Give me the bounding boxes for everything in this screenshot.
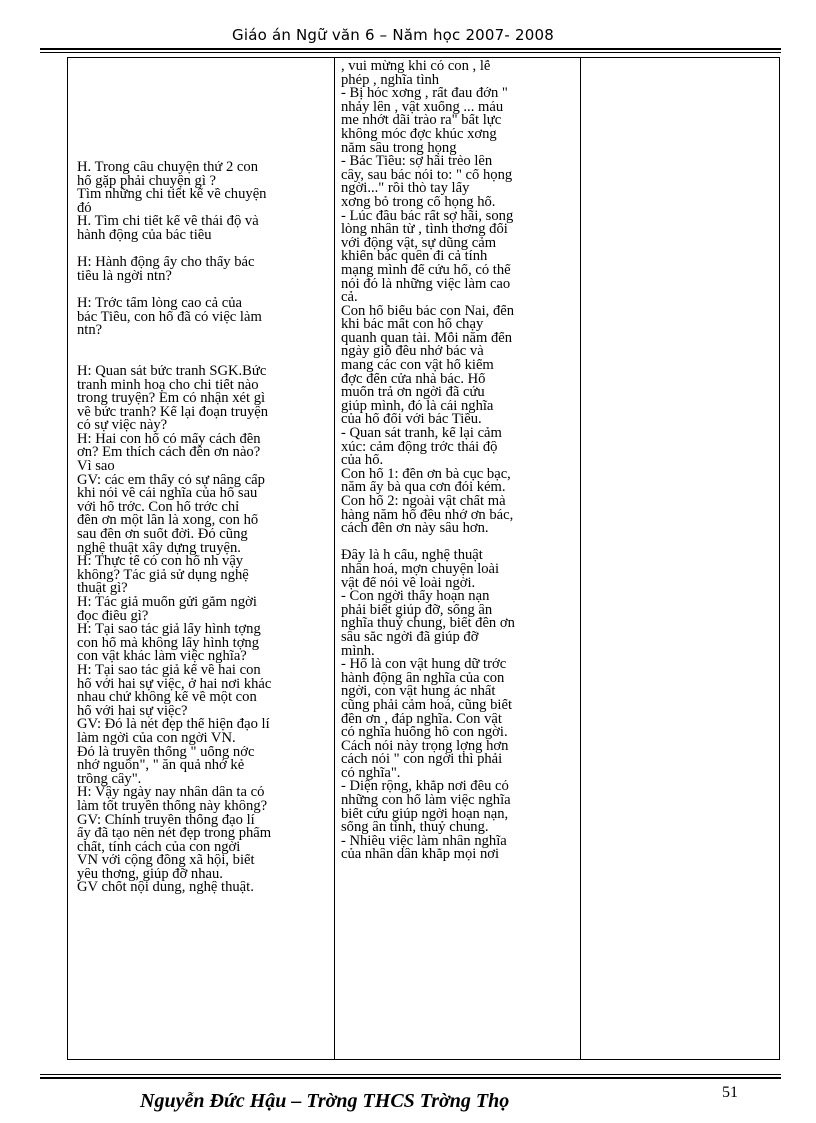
student-answer-line: nói đó là những việc làm cao (341, 277, 511, 292)
teacher-question-line: về bức tranh? Kể lại đoạn truyện (77, 405, 269, 420)
teacher-question-line: H: Hành động ấy cho thấy bác (77, 256, 255, 270)
student-answer-line: phải biết giúp đỡ, sống ân (341, 603, 493, 618)
teacher-question-line: thuật gì? (77, 582, 128, 596)
student-answer-line: me nhớt dãi trào ra" bất lực (341, 114, 502, 128)
teacher-question-line: Đó là truyền thống " uống nớc (77, 745, 255, 760)
teacher-question-line: ơn? Em thích cách đền ơn nào? (77, 446, 261, 461)
teacher-question-line: con hổ mà không lấy hình tợng (77, 636, 260, 651)
teacher-question-line: đó (77, 201, 92, 216)
teacher-question-line: hổ với hai sự việc? (77, 704, 188, 719)
student-answer-line: mang các con vật hổ kiếm (341, 359, 494, 373)
teacher-question-line: tiều là ngời ntn? (77, 269, 172, 284)
student-answer-line: - Hổ là con vật hung dữ trớc (341, 658, 507, 672)
teacher-question-line: trong truyện? Em có nhận xét gì (77, 392, 266, 406)
teacher-question-line: Vì sao (77, 460, 115, 474)
student-answer-line: Cách nói này trọng lợng hơn (341, 739, 509, 754)
teacher-question-line: H: Vậy ngày nay nhân dân ta có (77, 786, 265, 800)
header-rule-thin (40, 52, 781, 53)
teacher-question-line: làm ngời của con ngời VN. (77, 731, 236, 746)
teacher-question-line: H: Tại sao tác giả kể về hai con (77, 663, 261, 678)
student-answer-line: nhảy lên , vật xuống ... máu (341, 100, 504, 115)
student-answer-line: Con hổ 2: ngoài vật chất mà (341, 495, 506, 509)
student-answer-line: - Con ngời thấy hoạn nạn (341, 590, 490, 604)
student-answer-line: ngày giỗ đều nhớ bác và (341, 345, 484, 360)
footer-rule-thin (40, 1074, 781, 1075)
teacher-question-line: tranh minh hoạ cho chi tiết nào (77, 378, 259, 393)
student-answer-line: của hổ. (341, 454, 384, 468)
student-answer-line: sống ân tình, thuỷ chung. (341, 821, 489, 835)
student-answer-line: - Quan sát tranh, kể lại cảm (341, 427, 502, 441)
teacher-question-line: với hổ trớc. Con hổ trớc chỉ (77, 500, 240, 515)
teacher-question-line: H: Thực tế có con hổ nh vậy (77, 555, 244, 569)
teacher-question-line: H: Tác giả muốn gửi gắm ngời (77, 596, 257, 610)
student-answer-line: xúc: cảm động trớc thái độ (341, 440, 498, 455)
teacher-question-line (77, 283, 332, 297)
teacher-question-line: GV: Đó là nét đẹp thể hiện đạo lí (77, 718, 270, 732)
teacher-question-line: Tìm những chi tiết kể về chuyện (77, 188, 267, 202)
student-answer-line: những con hổ làm việc nghĩa (341, 794, 511, 808)
student-answer-line: đền ơn , đáp nghĩa. Con vật (341, 712, 502, 727)
student-answer-line: của nhân dân khắp mọi nơi (341, 848, 500, 863)
teacher-question-line: chất, tính cách của con ngời (77, 840, 241, 855)
student-answer-line: cây, sau bác nói to: " cổ họng (341, 168, 513, 183)
notes-column (581, 58, 779, 1059)
student-answer-line: giúp mình, đó là cái nghĩa (341, 399, 494, 414)
teacher-question-line: H: Quan sát bức tranh SGK.Bức (77, 364, 267, 379)
teacher-question-line: con vật khác làm việc nghĩa? (77, 650, 247, 664)
student-answer-line (341, 536, 578, 550)
teacher-question-line: không? Tác giả sử dụng nghệ (77, 568, 249, 583)
student-answer-line: đợc đến cửa nhà bác. Hổ (341, 372, 486, 387)
teacher-question-line: VN với cộng đồng xã hội, biết (77, 854, 255, 868)
teacher-question-line: ấy đã tạo nên nét đẹp trong phẩm (77, 827, 272, 841)
student-answer-line: hàng năm hổ đều nhớ ơn bác, (341, 508, 514, 523)
teacher-question-line: sau đền ơn suốt đời. Đó cũng (77, 528, 248, 542)
header-rule-thick (40, 48, 781, 50)
student-answer-line: có nghĩa huống hồ con ngời. (341, 726, 508, 740)
teacher-question-line: H: Trớc tấm lòng cao cả của (77, 296, 242, 311)
teacher-question-line: GV: các em thấy có sự nâng cấp (77, 473, 265, 488)
teacher-question-line: yêu thơng, giúp đỡ nhau. (77, 867, 223, 882)
student-answer-line: hành động ân nghĩa của con (341, 671, 505, 686)
teacher-question-line: H: Hai con hổ có mấy cách đền (77, 432, 261, 447)
student-answer-line: có nghĩa". (341, 766, 401, 781)
student-answer-line: không móc đợc khúc xơng (341, 127, 497, 142)
teacher-question-line: ntn? (77, 324, 103, 338)
teacher-question-line: H. Tìm chi tiết kể về thái độ và (77, 215, 259, 229)
teacher-question-line: bác Tiều, con hổ đã có việc làm (77, 310, 262, 325)
teacher-question-line: khi nói về cái nghĩa của hổ sau (77, 487, 258, 501)
teacher-question-line: H: Tại sao tác giả lấy hình tợng (77, 623, 261, 637)
student-answer-line: khi bác mất con hổ chạy (341, 318, 484, 332)
student-answer-line: nghĩa thuỷ chung, biết đền ơn (341, 617, 515, 631)
student-answer-line: khiến bác quên đi cả tính (341, 250, 488, 264)
student-answer-line: muốn trả ơn ngời đã cứu (341, 386, 485, 400)
student-answer-line: xơng bỏ trong cổ họng hổ. (341, 195, 496, 210)
teacher-question-line: hổ gặp phải chuyện gì ? (77, 174, 217, 189)
student-answer-line: nằm sâu trong họng (341, 141, 457, 156)
student-answer-line: vật để nói về loài ngời. (341, 576, 476, 591)
student-answer-line: - Lúc đầu bác rất sợ hãi, song (341, 209, 514, 224)
footer-rule-thick (40, 1077, 781, 1079)
student-answer-line: của hổ đối với bác Tiều. (341, 413, 482, 428)
student-answer-line: - Nhiều việc làm nhân nghĩa (341, 834, 507, 849)
student-answer-line: - Diện rộng, khắp nơi đều có (341, 780, 509, 795)
student-answer-line: Con hổ biếu bác con Nai, đến (341, 304, 515, 319)
page-number: 51 (722, 1084, 738, 1101)
teacher-question-line: GV chốt nội dung, nghệ thuật. (77, 881, 254, 896)
student-answer-line: cách đền ơn này sâu hơn. (341, 522, 489, 536)
teacher-question-line: hành động của bác tiều (77, 228, 212, 243)
student-answer-line: cả. (341, 291, 358, 305)
student-answer-line: quanh quan tài. Mỗi năm đến (341, 331, 513, 346)
teacher-question-line: trồng cây". (77, 772, 142, 787)
student-answer-line: năm ấy bà qua cơn đói kém. (341, 481, 506, 495)
footer-author: Nguyễn Đức Hậu – Trờng THCS Trờng Thọ (140, 1090, 510, 1112)
teacher-question-line: hổ với hai sự việc, ở hai nơi khác (77, 677, 272, 692)
teacher-question-line: đền ơn một lần là xong, con hổ (77, 514, 259, 529)
student-answer-line: Đây là h cấu, nghệ thuật (341, 549, 483, 563)
teacher-question-line (77, 243, 332, 257)
lesson-table (67, 57, 780, 1060)
teacher-question-line (77, 338, 332, 352)
teacher-activity-column (68, 58, 335, 1059)
student-answer-line: sâu sắc ngời đã giúp đỡ (341, 630, 479, 645)
teacher-question-line: H. Trong câu chuyện thứ 2 con (77, 161, 258, 175)
teacher-question-line: đọc điều gì? (77, 609, 149, 624)
student-answer-line: mình. (341, 644, 375, 659)
student-answer-line: ngời, con vật hung ác nhất (341, 685, 496, 699)
student-answer-line: ngời..." rồi thò tay lấy (341, 182, 470, 196)
student-answer-line: nhân hoá, mợn chuyện loài (341, 562, 500, 577)
student-answer-line: biết cứu giúp ngời hoạn nạn, (341, 807, 509, 822)
student-answer-line: cũng phải cảm hoá, cũng biết (341, 698, 513, 713)
student-answers-text (335, 58, 580, 862)
student-answer-line: lòng nhân từ , tình thơng đối (341, 223, 508, 237)
student-answer-line: , vui mừng khi có con , lễ (341, 60, 491, 74)
student-answer-line: Con hổ 1: đền ơn bà cục bạc, (341, 467, 511, 482)
student-answer-line: phép , nghĩa tình (341, 73, 440, 88)
teacher-question-line: làm tốt truyền thống này không? (77, 799, 268, 814)
page-header: Giáo án Ngữ văn 6 – Năm học 2007- 2008 (232, 26, 554, 44)
student-answer-line: với động vật, sự dũng cảm (341, 236, 497, 251)
teacher-question-line: nghệ thuật xây dựng truyện. (77, 541, 241, 556)
teacher-question-line: có sự việc này? (77, 419, 168, 433)
teacher-question-line (77, 351, 332, 365)
student-answer-line: mạng mình để cứu hổ, có thể (341, 263, 511, 278)
teacher-question-line: nhau chứ không kể về một con (77, 691, 257, 705)
teacher-question-line: nhớ nguồn", " ăn quả nhớ kẻ (77, 759, 245, 773)
student-answer-line: - Bị hóc xơng , rất đau đớn " (341, 87, 508, 101)
teacher-question-line: GV: Chính truyền thống đạo lí (77, 813, 255, 828)
student-activity-column (335, 58, 581, 1059)
teacher-questions-text (68, 58, 334, 895)
student-answer-line: cách nói " con ngời thì phải (341, 753, 503, 767)
student-answer-line: - Bác Tiều: sợ hãi trèo lên (341, 155, 493, 169)
